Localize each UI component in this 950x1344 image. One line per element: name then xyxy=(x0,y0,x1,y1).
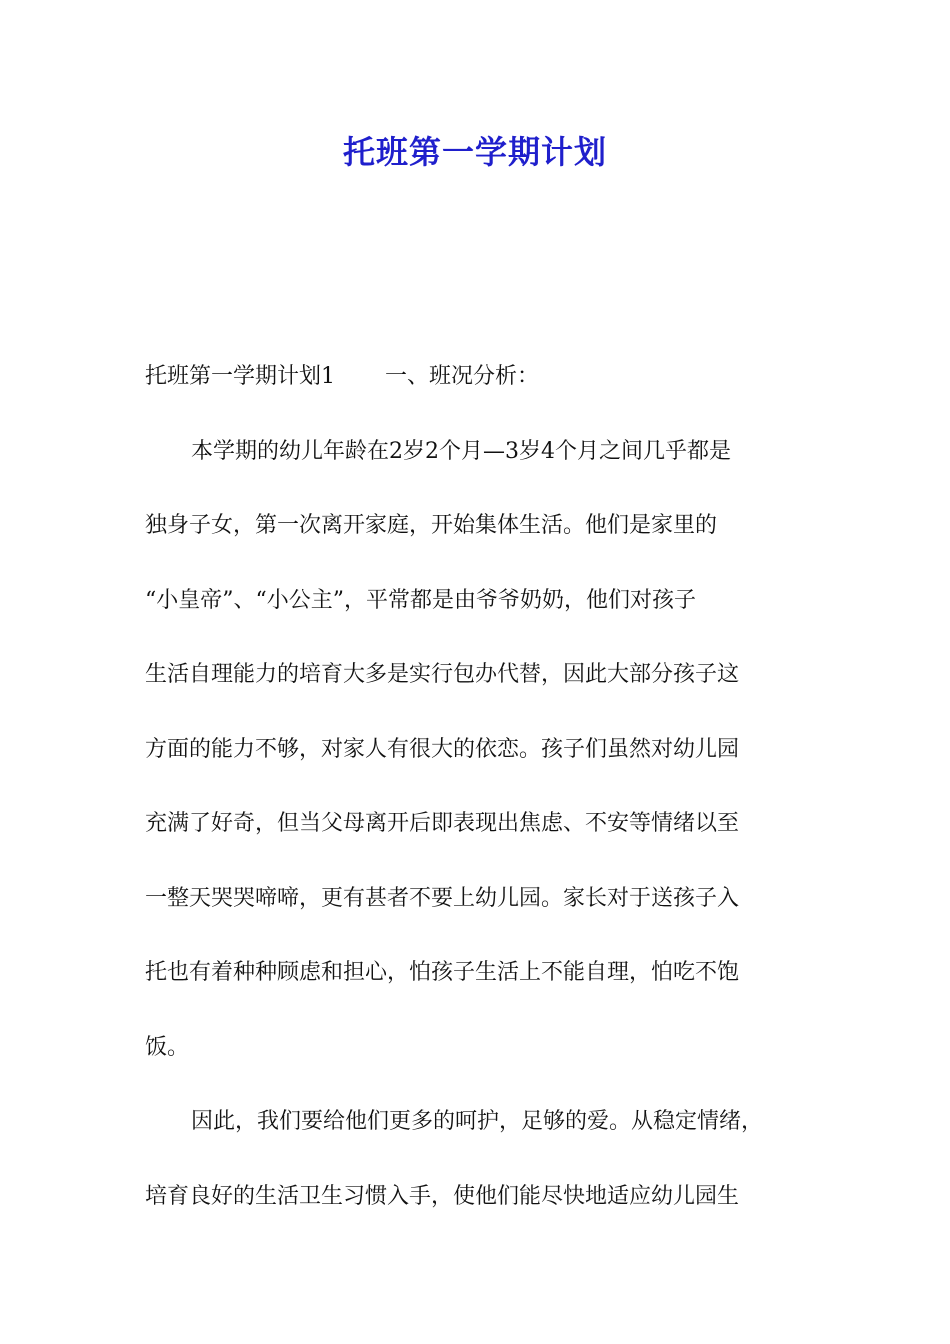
paragraph-line: 因此，我们要给他们更多的呵护，足够的爱。从稳定情绪， xyxy=(191,1109,764,1134)
paragraph-line: 方面的能力不够，对家人有很大的依恋。孩子们虽然对幼儿园 xyxy=(145,736,740,762)
paragraph-line: 托也有着种种顾虑和担心，怕孩子生活上不能自理，怕吃不饱 xyxy=(145,960,740,985)
paragraph-line: 生活自理能力的培育大多是实行包办代替，因此大部分孩子这 xyxy=(145,662,740,687)
paragraph-line: 饭。 xyxy=(145,1034,190,1060)
document-title: 托班第一学期计划 xyxy=(342,133,607,171)
paragraph-line: “小皇帝”、“小公主”，平常都是由爷爷奶奶，他们对孩子 xyxy=(145,587,696,613)
paragraph-line: 充满了好奇，但当父母离开后即表现出焦虑、不安等情绪以至 xyxy=(145,811,740,836)
paragraph-line: 培育良好的生活卫生习惯入手，使他们能尽快地适应幼儿园生 xyxy=(145,1183,740,1209)
document-body xyxy=(145,340,815,1234)
intro-heading: 托班第一学期计划1 xyxy=(145,364,335,389)
paragraph-line: 独身子女，第一次离开家庭，开始集体生活。他们是家里的 xyxy=(145,513,718,538)
intro-line xyxy=(145,340,815,415)
paragraph-line: 一整天哭哭啼啼，更有甚者不要上幼儿园。家长对于送孩子入 xyxy=(145,885,740,911)
paragraph-line: 本学期的幼儿年龄在2岁2个月—3岁4个月之间几乎都是 xyxy=(191,438,731,464)
section-heading: 一、班况分析： xyxy=(385,364,540,389)
